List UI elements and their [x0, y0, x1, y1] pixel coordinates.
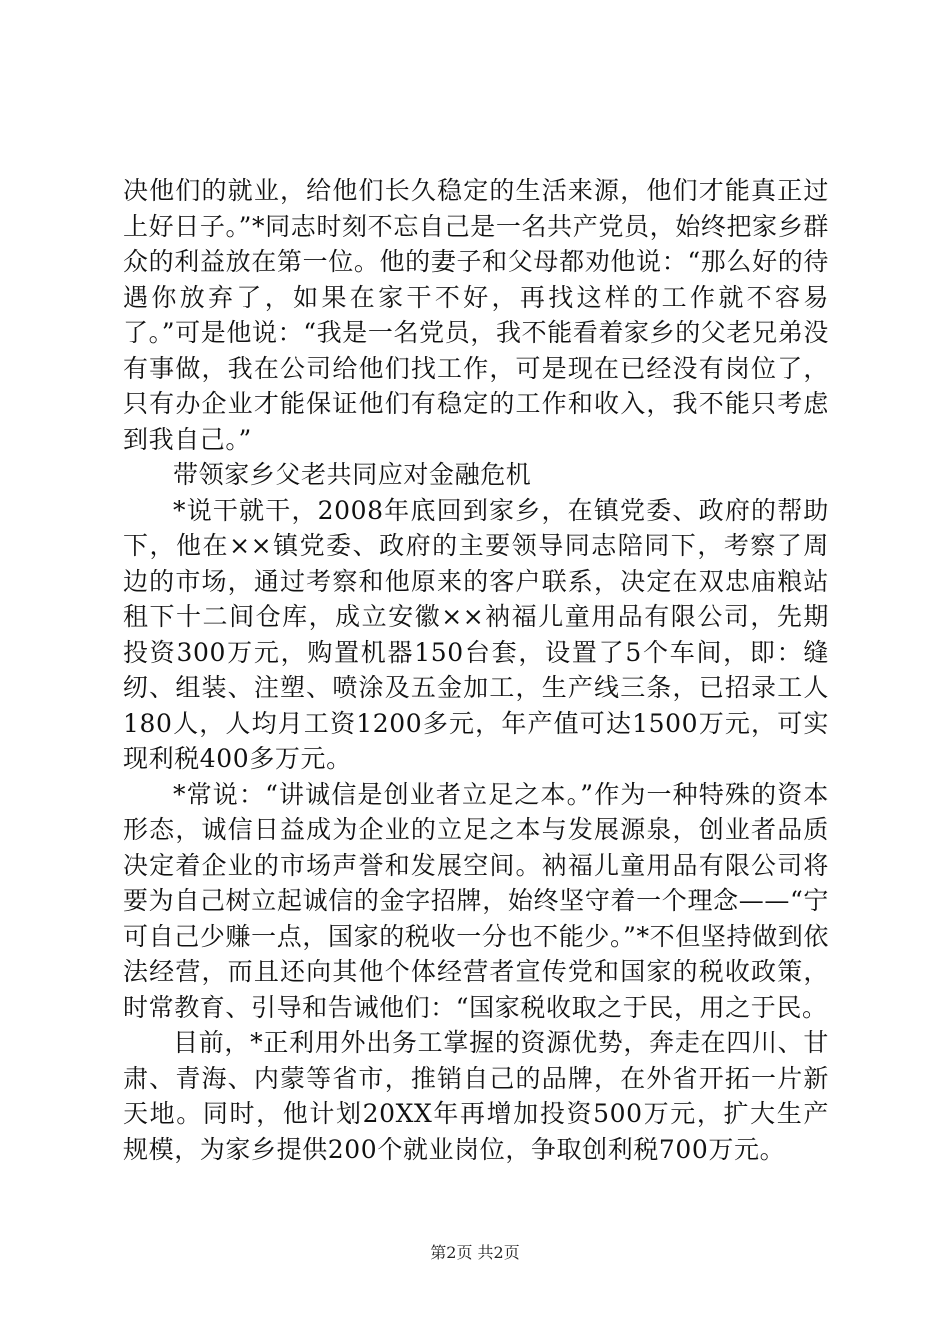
paragraph-continuation: 决他们的就业，给他们长久稳定的生活来源，他们才能真正过上好日子。”*同志时刻不忘自己是一名共产党员，始终把家乡群众的利益放在第一位。他的妻子和父母都劝他说：“那么好的待遇你放弃了，如果在家干不好，再找这样的工作就不容易了。”可是他说：“我是一名党员，我不能看着家乡的父老兄弟没有事做，我在公司给他们找工作，可是现在已经没有岗位了，只有办企业才能保证他们有稳定的工作和收入，我不能只考虑到我自己。”: [123, 176, 829, 454]
paragraph-future-plan: 目前，*正利用外出务工掌握的资源优势，奔走在四川、甘肃、青海、内蒙等省市，推销自己的品牌，在外省开拓一片新天地。同时，他计划20XX年再增加投资500万元，扩大生产规模，为家乡提供200个就业岗位，争取创利税700万元。: [123, 1028, 829, 1164]
section-heading: 带领家乡父老共同应对金融危机: [173, 460, 532, 489]
document-body: [123, 173, 829, 1167]
paragraph-integrity: *常说：“讲诚信是创业者立足之本。”作为一种特殊的资本形态，诚信日益成为企业的立足之本与发展源泉，创业者品质决定着企业的市场声誉和发展空间。衲福儿童用品有限公司将要为自己树立起诚信的金字招牌，始终坚守着一个理念——“宁可自己少赚一点，国家的税收一分也不能少。”*不但坚持做到依法经营，而且还向其他个体经营者宣传党和国家的税收政策，时常教育、引导和告诫他们：“国家税收取之于民，用之于民。: [123, 779, 829, 1022]
paragraph-business-start: *说干就干，2008年底回到家乡，在镇党委、政府的帮助下，他在××镇党委、政府的主要领导同志陪同下，考察了周边的市场，通过考察和他原来的客户联系，决定在双忠庙粮站租下十二间仓库，成立安徽××衲福儿童用品有限公司，先期投资300万元，购置机器150台套，设置了5个车间，即：缝纫、组装、注塑、喷涂及五金加工，生产线三条，已招录工人180人，人均月工资1200多元，年产值可达1500万元，可实现利税400多万元。: [123, 495, 829, 773]
page-footer: 第2页 共2页: [430, 1243, 520, 1262]
